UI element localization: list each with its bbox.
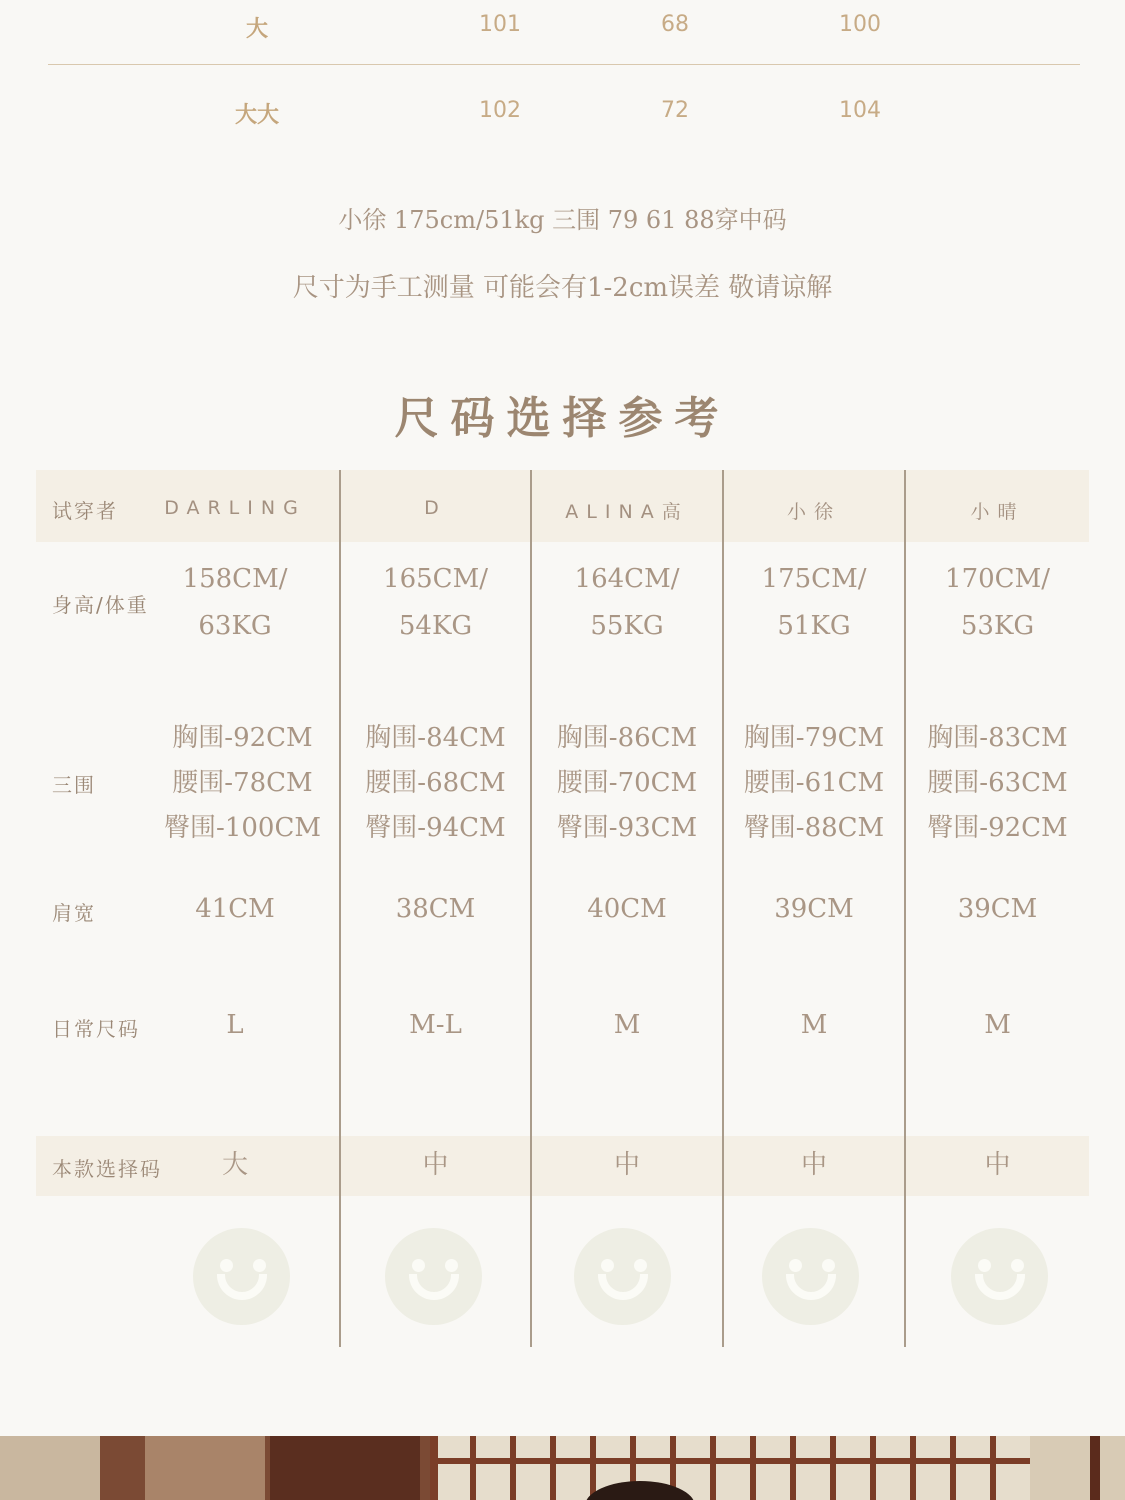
measurements-cell — [724, 716, 904, 851]
waist-value: 腰围-78CM — [172, 768, 313, 798]
daily-size-value: M-L — [409, 1010, 462, 1040]
chosen-size-value: 中 — [800, 1150, 827, 1180]
height-weight-cell — [724, 556, 904, 650]
height-value: 158CM/ — [182, 564, 288, 594]
measurements-cell — [532, 716, 722, 851]
height-weight-cell — [532, 556, 722, 650]
smiley-face-icon — [762, 1228, 859, 1325]
height-value: 165CM/ — [383, 564, 488, 594]
height-weight-cell — [341, 556, 530, 650]
weight-value: 55KG — [590, 611, 664, 641]
daily-size-value: M — [800, 1010, 828, 1040]
size-value: 101 — [479, 12, 521, 37]
height-weight-cell — [906, 556, 1089, 650]
chest-value: 胸围-86CM — [556, 723, 698, 753]
size-value: 68 — [661, 12, 689, 37]
shoulder-value: 38CM — [395, 894, 476, 924]
shoulder-value: 40CM — [587, 894, 667, 924]
chest-value: 胸围-92CM — [172, 723, 313, 753]
height-value: 164CM/ — [574, 564, 680, 594]
size-row-xlarge — [0, 98, 1125, 138]
tester-name: DARLING — [164, 497, 306, 519]
size-row-large — [0, 12, 1125, 52]
weight-value: 53KG — [960, 611, 1035, 641]
smiley-face-icon — [574, 1228, 671, 1325]
tester-name: 小徐 — [786, 501, 841, 523]
smiley-face-icon — [193, 1228, 290, 1325]
height-value: 175CM/ — [761, 564, 867, 594]
waist-value: 腰围-61CM — [743, 768, 885, 798]
daily-size-value: L — [226, 1010, 244, 1040]
shoulder-value: 39CM — [774, 894, 854, 924]
row-label-shoulder: 肩宽 — [52, 901, 96, 925]
chosen-size-value: 中 — [422, 1150, 449, 1180]
weight-value: 51KG — [777, 611, 851, 641]
tester-name: D — [424, 497, 447, 519]
size-value: 104 — [839, 98, 881, 123]
size-value: 102 — [479, 98, 521, 123]
photo-illustration — [0, 1436, 1125, 1500]
hip-value: 臀围-94CM — [365, 813, 506, 843]
size-value: 100 — [839, 12, 881, 37]
model-note: 小徐 175cm/51kg 三围 79 61 88穿中码 — [338, 206, 787, 234]
hip-value: 臀围-93CM — [556, 813, 698, 843]
product-photo — [0, 1436, 1125, 1500]
chosen-size-value: 中 — [984, 1150, 1011, 1180]
row-divider — [48, 64, 1080, 65]
hip-value: 臀围-92CM — [927, 813, 1068, 843]
chest-value: 胸围-84CM — [365, 723, 506, 753]
height-value: 170CM/ — [945, 564, 1050, 594]
row-label-measurements: 三围 — [52, 773, 96, 797]
smiley-face-icon — [385, 1228, 482, 1325]
row-label-daily-size: 日常尺码 — [52, 1017, 140, 1041]
weight-value: 63KG — [198, 611, 272, 641]
measurements-cell — [160, 716, 325, 851]
weight-value: 54KG — [398, 611, 473, 641]
shoulder-value: 39CM — [957, 894, 1038, 924]
chest-value: 胸围-79CM — [743, 723, 885, 753]
hip-value: 臀围-100CM — [164, 813, 321, 843]
size-label: 大大 — [234, 103, 279, 128]
page-title: 尺码选择参考 — [394, 393, 731, 444]
measurements-cell — [341, 716, 530, 851]
size-label: 大 — [245, 17, 268, 42]
smiley-face-icon — [951, 1228, 1048, 1325]
height-weight-cell — [160, 556, 310, 650]
chosen-size-value: 大 — [221, 1150, 248, 1180]
shoulder-value: 41CM — [195, 894, 275, 924]
chest-value: 胸围-83CM — [927, 723, 1068, 753]
waist-value: 腰围-63CM — [927, 768, 1068, 798]
row-label-chosen-size: 本款选择码 — [52, 1157, 162, 1181]
size-value: 72 — [661, 98, 689, 123]
waist-value: 腰围-70CM — [556, 768, 698, 798]
chosen-size-value: 中 — [613, 1150, 640, 1180]
measurements-cell — [906, 716, 1089, 851]
hip-value: 臀围-88CM — [743, 813, 885, 843]
measurement-note: 尺寸为手工测量 可能会有1-2cm误差 敬请谅解 — [292, 273, 833, 303]
daily-size-value: M — [984, 1010, 1011, 1040]
daily-size-value: M — [613, 1010, 641, 1040]
tester-name: 小晴 — [970, 501, 1025, 523]
waist-value: 腰围-68CM — [365, 768, 506, 798]
row-label-height-weight: 身高/体重 — [52, 593, 149, 617]
tester-name: ALINA高 — [565, 501, 689, 523]
row-label-tester: 试穿者 — [52, 499, 118, 523]
